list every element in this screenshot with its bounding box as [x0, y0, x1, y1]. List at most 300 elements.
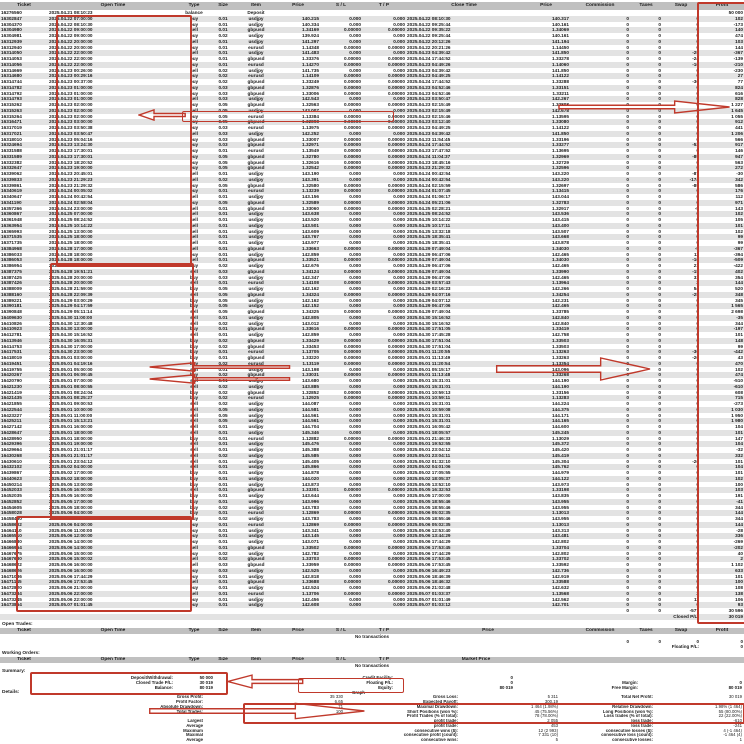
cell: 0.01 — [218, 470, 228, 475]
cell: 0 — [570, 119, 630, 125]
cell: 0.00000 — [388, 355, 405, 360]
cell: 16339833 — [0, 177, 48, 183]
cell: buy — [189, 435, 199, 441]
cell: 0 — [570, 303, 630, 309]
cell: 16464110 — [1, 527, 22, 533]
cell: 0.00000 — [320, 257, 362, 263]
cell: 1.13013 — [522, 510, 570, 516]
cell: 16473245 — [1, 596, 22, 602]
cell: 2025.05.01 23:04:12 — [407, 447, 451, 452]
cell: 2025.04.22 09:00:00 — [49, 33, 93, 38]
cell: 0 — [658, 458, 661, 464]
cell: 0 — [630, 476, 662, 482]
cell: 2025.05.01 15:31:01 — [406, 384, 522, 390]
cell: 2025.04.22 07:00:00 — [48, 16, 178, 22]
cell: 2025.05.01 10:00:00 — [48, 407, 178, 413]
cell: 2025.04.28 19:51:21 — [48, 269, 178, 275]
cell: 0 — [570, 453, 630, 459]
detail-label: profit trade: — [433, 719, 458, 724]
cell: 0 — [626, 550, 629, 556]
cell: -269 — [733, 539, 743, 544]
detail-label: Average — [186, 723, 203, 728]
cell: 0.00000 — [320, 292, 362, 298]
cell: eurusd — [248, 44, 264, 50]
cell: 0 — [630, 234, 662, 240]
cell: 348 — [700, 292, 744, 298]
cell: sell — [178, 430, 210, 436]
cell: 0 — [626, 297, 629, 303]
cell: 0 — [696, 67, 699, 73]
cell: 99 — [700, 234, 744, 240]
cell: 971 — [700, 200, 744, 206]
cell: 0.00000 — [320, 73, 362, 79]
cell: 0.00000 — [344, 148, 361, 153]
cell: 2025.05.06 11:00:00 — [49, 527, 93, 533]
cell: gbpusd — [247, 56, 265, 61]
detail-value: 100 — [335, 709, 343, 714]
total-value: -577 — [689, 608, 699, 613]
cell: 0.00000 — [344, 136, 361, 142]
cell: 0 — [630, 487, 662, 493]
cell: sell — [178, 211, 210, 217]
cell: -26 — [692, 355, 699, 360]
cell: 16458028 — [0, 510, 48, 516]
cell: eurusd — [248, 125, 264, 130]
total-value: 0 — [626, 608, 629, 613]
cell: Deposit — [247, 10, 265, 15]
cell: 143.391 — [276, 177, 320, 183]
cell: 2025.04.23 04:52:46 — [406, 85, 522, 91]
cell: 40 — [737, 550, 743, 556]
cell: 345 — [735, 297, 743, 303]
cell: 0 — [570, 568, 630, 574]
cell: 2025.04.25 08:24:52 — [49, 217, 93, 222]
cell: gbpusd — [236, 119, 276, 125]
cell: 2025.04.23 04:39:42 — [406, 50, 522, 56]
cell: usdjpy — [236, 223, 276, 229]
cell: 0.00000 — [344, 389, 361, 395]
cell: gbpusd — [247, 79, 265, 84]
cell: 1.14270 — [276, 62, 320, 68]
cell: 0.01 — [210, 326, 236, 332]
cell: 0.000 — [393, 320, 405, 326]
cell: 0.01 — [210, 602, 236, 608]
cell: 2025.04.23 02:00:00 — [49, 113, 93, 119]
cell: 0 — [570, 418, 630, 424]
cell: 0 — [626, 240, 629, 245]
cell: 2025.05.01 23:04:12 — [49, 458, 93, 464]
cell: buy — [189, 79, 199, 84]
cell: 0.000 — [349, 481, 361, 487]
cell: buy — [189, 21, 199, 27]
cell: 16450214 — [1, 481, 22, 487]
cell: 16458460 — [1, 516, 22, 521]
cell: 0.00000 — [388, 56, 405, 61]
cell: 2025.04.24 00:42:54 — [406, 177, 522, 183]
cell: 0.000 — [393, 217, 405, 222]
cell: 0 — [630, 418, 662, 424]
cell: 2025.04.23 01:00:00 — [49, 90, 93, 96]
cell: gbpusd — [236, 292, 276, 298]
cell: 0 — [570, 476, 630, 482]
cell: 142.840 — [522, 315, 570, 321]
cell: 33 — [693, 274, 699, 280]
cell: 0.01 — [218, 424, 228, 429]
cell: buy — [189, 182, 199, 188]
cell: 0.01 — [218, 194, 228, 199]
cell: 0 — [626, 424, 629, 429]
cell: 0.00000 — [362, 280, 406, 286]
cell: 2025.04.23 01:00:00 — [48, 85, 178, 91]
cell: -25 — [662, 292, 700, 298]
graph-link[interactable]: Graph — [352, 690, 365, 695]
cell: 0 — [626, 320, 629, 326]
cell: 0.00000 — [320, 188, 362, 194]
cell: 2025.04.29 07:49:04 — [407, 309, 451, 314]
cell: 0.03 — [210, 96, 236, 102]
cell: 145.346 — [276, 430, 320, 436]
cell: 0 — [662, 533, 700, 539]
cell: 16419755 — [1, 366, 22, 372]
cell: 0 — [662, 545, 700, 551]
cell: 1 055 — [731, 113, 743, 119]
cell: 0 — [696, 527, 699, 533]
cell: buy — [178, 372, 210, 378]
cell: 2025.05.07 01:03:37 — [406, 591, 522, 597]
cell: 1.33080 — [522, 119, 570, 125]
cell: 142.802 — [552, 539, 569, 544]
cell: 2025.04.23 11:54:45 — [407, 136, 451, 142]
cell: -610 — [700, 384, 744, 390]
cell: buy — [189, 516, 199, 521]
cell: 1.32783 — [522, 200, 570, 206]
cell: 101 — [700, 223, 744, 229]
cell: 16315262 — [1, 102, 22, 107]
detail-label: Maximum — [183, 728, 203, 733]
cell: buy — [178, 73, 210, 79]
cell: 566 — [735, 136, 743, 142]
cell: 1 206 — [700, 131, 744, 137]
cell: 0.000 — [362, 96, 406, 102]
cell: 402 — [700, 269, 744, 275]
cell: usdjpy — [248, 481, 264, 487]
cell: 0.02 — [218, 263, 228, 268]
cell: 0 — [626, 125, 629, 130]
cell: 0 — [696, 470, 699, 475]
cell: 101 — [735, 470, 743, 475]
cell: 1.34325 — [302, 309, 319, 314]
cell: 16429396 — [0, 441, 48, 447]
cell: buy — [178, 499, 210, 505]
cell: 16331589 — [0, 154, 48, 160]
cell: 0 — [626, 171, 629, 176]
cell: 144.171 — [552, 412, 569, 418]
summary-label: Free Margin: — [611, 684, 638, 690]
cell: 102 — [700, 211, 744, 217]
cell: 0.000 — [349, 171, 361, 176]
cell: 50 000 — [728, 10, 743, 15]
cell: usdjpy — [248, 573, 264, 579]
cell: 0.000 — [362, 50, 406, 56]
cell: 16314744 — [1, 79, 22, 84]
cell: 0.00000 — [362, 200, 406, 206]
cell: 144 — [700, 522, 744, 528]
cell: 2025.04.29 05:11:14 — [49, 309, 93, 314]
cell: 0.05 — [210, 165, 236, 171]
cell: 0 — [658, 90, 661, 96]
cell: usdjpy — [248, 504, 264, 510]
cell: 112 — [735, 194, 743, 199]
cell: 2025.05.06 17:53:45 — [406, 545, 522, 551]
cell: 1.33429 — [276, 338, 320, 344]
cell: 142.676 — [302, 263, 319, 268]
cell: 0 — [630, 165, 662, 171]
cell: 2025.05.01 08:00:55 — [48, 384, 178, 390]
cell: 141.850 — [522, 131, 570, 137]
cell: 0 — [626, 182, 629, 188]
column-header: Ticket — [0, 657, 48, 663]
cell: 2025.04.23 04:49:25 — [407, 125, 451, 130]
cell: 0 — [626, 67, 629, 73]
cell: 1.13706 — [276, 591, 320, 597]
cell: 2025.04.23 20:45:01 — [49, 171, 93, 176]
cell: 1.32876 — [276, 85, 320, 91]
cell: 0 — [626, 113, 629, 119]
cell: 0 — [658, 56, 661, 61]
cell: buy — [189, 251, 199, 257]
cell: 16357266 — [1, 205, 22, 211]
cell: 2025.05.06 04:00:00 — [48, 522, 178, 528]
cell: usdjpy — [236, 211, 276, 217]
cell: -394 — [733, 251, 743, 257]
cell: -139 — [733, 56, 743, 61]
cell: 520 — [735, 286, 743, 291]
cell: 2025.04.25 10:17:11 — [406, 223, 522, 229]
cell: 2025.04.28 20:00:00 — [49, 274, 93, 280]
cell: 2025.05.01 21:01:17 — [49, 447, 93, 452]
cell: sell — [178, 131, 210, 137]
cell: buy — [178, 522, 210, 528]
cell: -5 — [662, 246, 700, 252]
cell: 0.00000 — [362, 188, 406, 194]
cell: 0 — [570, 16, 630, 22]
detail-label: Loss trades (% of total): — [604, 714, 653, 719]
cell: 0 — [626, 516, 629, 521]
cell: 1.32729 — [552, 159, 569, 165]
cell: 101 — [735, 458, 743, 464]
cell: 16315263 — [0, 108, 48, 114]
cell: 0 — [630, 361, 662, 367]
cell: 0.000 — [393, 33, 405, 38]
cell: usdjpy — [236, 464, 276, 470]
cell: 441 — [735, 125, 743, 130]
cell: 2025.04.29 03:57:43 — [406, 280, 522, 286]
cell: 2025.05.06 04:00:00 — [48, 510, 178, 516]
cell: buy — [178, 533, 210, 539]
cell: 0 — [658, 355, 661, 360]
cell: 16304981 — [1, 33, 22, 38]
cell: 143.955 — [552, 504, 569, 510]
cell: 16276560 — [1, 10, 22, 15]
cell: 0.000 — [362, 418, 406, 424]
cell: 0.00000 — [388, 205, 405, 211]
cell: 142.162 — [302, 297, 319, 303]
column-header: Size — [210, 657, 236, 663]
cell: -30 — [662, 349, 700, 355]
cell: usdjpy — [248, 67, 264, 73]
cell: 0 — [570, 395, 630, 401]
cell: buy — [189, 343, 199, 349]
cell: 1.14348 — [302, 44, 319, 50]
cell: 0 — [662, 430, 700, 436]
cell: 2025.05.06 17:53:45 — [407, 562, 451, 567]
cell: 142.465 — [552, 274, 569, 280]
cell: sell — [178, 50, 210, 56]
cell: 0 — [626, 79, 629, 84]
cell: 0.05 — [210, 108, 236, 114]
cell: 2 — [662, 591, 700, 597]
detail-value: 45 (75.56%) — [534, 709, 558, 714]
detail-value: 5 311 — [547, 695, 558, 700]
total-value: 0 — [626, 638, 629, 644]
cell: 140.161 — [552, 33, 569, 38]
cell: 143.507 — [552, 228, 569, 234]
cell: 16465510 — [0, 533, 48, 539]
cell: 0 — [662, 85, 700, 91]
cell: 0 — [658, 228, 661, 234]
cell: 0.000 — [320, 430, 362, 436]
cell: 2025.05.06 21:02:48 — [407, 585, 451, 590]
cell: 0.000 — [320, 177, 362, 183]
cell: eurusd — [236, 510, 276, 516]
cell: 0 — [696, 493, 699, 498]
cell: 0.02 — [210, 372, 236, 378]
cell: 2025.04.23 04:39:42 — [406, 131, 522, 137]
cell: eurusd — [236, 349, 276, 355]
cell: 1.33278 — [552, 56, 569, 61]
cell: 0.00000 — [362, 349, 406, 355]
cell: buy — [189, 44, 199, 50]
cell: 0.000 — [349, 228, 361, 234]
cell: 0 — [630, 280, 662, 286]
cell: 2025.04.25 13:00:00 — [49, 228, 93, 234]
cell: 0 — [662, 223, 700, 229]
cell: 0.000 — [362, 315, 406, 321]
cell: eurusd — [236, 62, 276, 68]
cell: 0.000 — [320, 315, 362, 321]
cell: 144 — [735, 44, 743, 50]
cell: 0.000 — [393, 21, 405, 27]
cell: usdjpy — [248, 527, 264, 533]
cell: 0 — [696, 389, 699, 395]
cell: 0.00000 — [344, 102, 361, 107]
open-trades-table — [0, 628, 744, 649]
cell: sell — [178, 556, 210, 562]
cell: 0.02 — [218, 33, 228, 38]
detail-value: 4 (-1 464) — [723, 728, 742, 733]
cell: 0 — [570, 384, 630, 390]
cell: 2025.04.28 18:00:00 — [49, 251, 93, 257]
cell: 0 — [658, 470, 661, 475]
cell: 1.13595 — [552, 113, 569, 119]
cell: 0.000 — [349, 527, 361, 533]
detail-label: consecutive profit (count): — [403, 733, 458, 738]
cell: 0 — [626, 274, 629, 280]
working-orders-title: Working Orders: — [2, 650, 40, 656]
cell: 0 — [630, 154, 662, 160]
cell: 2025.04.24 17:44:52 — [407, 79, 451, 84]
cell: 0 — [630, 223, 662, 229]
cell: 0.00000 — [362, 62, 406, 68]
cell: 0 — [658, 343, 661, 349]
cell: -197 — [700, 326, 744, 332]
cell: 2025.04.22 09:35:22 — [406, 27, 522, 33]
cell: 0.00000 — [388, 343, 405, 349]
detail-label: Relative Drawdown: — [612, 704, 653, 709]
cell: 143.973 — [552, 481, 569, 487]
cell: 0.000 — [349, 401, 361, 406]
cell: 0.000 — [362, 464, 406, 470]
cell: 2025.05.05 18:55:46 — [407, 516, 451, 521]
cell: 0.00000 — [320, 522, 362, 528]
cell: 0.000 — [393, 516, 405, 521]
cell: 2025.04.28 19:01:56 — [49, 263, 93, 268]
cell: buy — [189, 470, 199, 475]
cell: 0.01 — [218, 355, 228, 360]
cell: 1.14109 — [276, 73, 320, 79]
cell: 1.13239 — [276, 188, 320, 194]
cell: buy — [178, 62, 210, 68]
cell: gbpusd — [247, 343, 265, 349]
cell: 0.00000 — [320, 579, 362, 585]
cell: 1.33502 — [276, 545, 320, 551]
cell: 2025.04.23 18:45:16 — [407, 159, 451, 165]
cell: 16430268 — [0, 453, 48, 459]
cell: sell — [190, 366, 198, 372]
cell: 0 — [658, 136, 661, 142]
cell: -53 — [662, 142, 700, 148]
detail-label: consecutive losses ($): — [605, 728, 653, 733]
cell: usdjpy — [248, 458, 264, 464]
cell: 145.762 — [522, 464, 570, 470]
cell: 0.00000 — [362, 372, 406, 378]
cell: gbpusd — [236, 487, 276, 493]
cell: 2025.05.01 15:31:01 — [406, 418, 522, 424]
cell: eurusd — [236, 395, 276, 401]
cell: 0 — [630, 303, 662, 309]
cell: 0 — [662, 372, 700, 378]
cell: 2025.05.05 16:32:53 — [406, 487, 522, 493]
cell: 0 — [658, 435, 661, 441]
cell: 2025.05.01 11:20:55 — [406, 349, 522, 355]
cell: 2025.05.02 01:32:10 — [407, 458, 451, 464]
cell: 0.01 — [210, 39, 236, 45]
cell: 0 — [630, 142, 662, 148]
cell: 140.215 — [276, 16, 320, 22]
cell: 0 — [662, 568, 700, 574]
cell: 143.145 — [276, 533, 320, 539]
cell: 0 — [630, 27, 662, 33]
cell: 2025.04.25 10:14:22 — [48, 223, 178, 229]
cell: 0 — [570, 556, 630, 562]
cell: 0.000 — [349, 217, 361, 222]
cell: 0.000 — [320, 303, 362, 309]
cell: 16389221 — [1, 297, 22, 303]
cell: sell — [178, 96, 210, 102]
cell: gbpusd — [247, 205, 265, 211]
cell: 143.783 — [302, 504, 319, 510]
cell: buy — [178, 200, 210, 206]
